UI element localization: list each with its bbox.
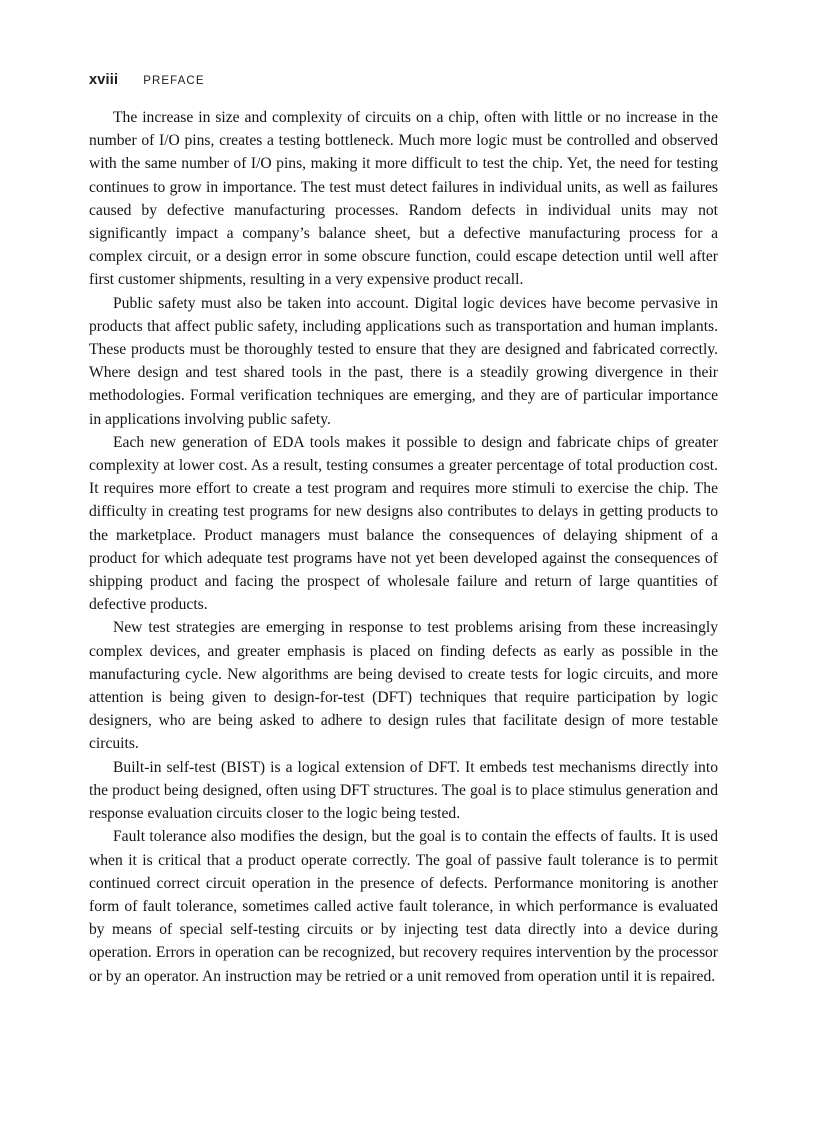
page-body-text <box>89 106 718 988</box>
body-paragraph: The increase in size and complexity of circuits on a chip, often with little or no increase in the number of I/O pins, creates a testing bottleneck. Much more logic must be controlled and observed with the same number of I/O pins, making it more difficult to test the chip. Yet, the need for testing continues to grow in importance. The test must detect failures in individual units, as well as failures caused by defective manufacturing processes. Random defects in individual units may not significantly impact a company’s balance sheet, but a defective manufacturing process for a complex circuit, or a design error in some obscure function, could escape detection until well after first customer shipments, resulting in a very expensive product recall. <box>89 109 718 289</box>
page-folio-number: xviii <box>89 72 119 88</box>
body-paragraph: Built-in self-test (BIST) is a logical extension of DFT. It embeds test mechanisms directly into the product being designed, often using DFT structures. The goal is to place stimulus generation and response evaluation circuits closer to the logic being tested. <box>89 758 718 823</box>
body-paragraph: Public safety must also be taken into account. Digital logic devices have become pervasive in products that affect public safety, including applications such as transportation and human implants. These products must be thoroughly tested to ensure that they are designed and fabricated correctly. Where design and test shared tools in the past, there is a steadily growing divergence in their methodologies. Formal verification techniques are emerging, and they are of particular importance in applications involving public safety. <box>89 294 718 428</box>
body-paragraph: Fault tolerance also modifies the design, but the goal is to contain the effects of faults. It is used when it is critical that a product operate correctly. The goal of passive fault tolerance is to permit continued correct circuit operation in the presence of defects. Performance monitoring is another form of fault tolerance, sometimes called active fault tolerance, in which performance is evaluated by means of special self-testing circuits or by injecting test data directly into a device during operation. Errors in operation can be recognized, but recovery requires intervention by the processor or by an operator. An instruction may be retried or a unit removed from operation until it is repaired. <box>89 828 718 985</box>
running-header-title: PREFACE <box>143 75 205 87</box>
body-paragraph: New test strategies are emerging in response to test problems arising from these increasingly complex devices, and greater emphasis is placed on finding defects as early as possible in the manufacturing cycle. New algorithms are being devised to create tests for logic circuits, and more attention is being given to design-for-test (DFT) techniques that require participation by logic designers, who are being asked to adhere to design rules that facilitate design of more testable circuits. <box>89 619 718 753</box>
running-header <box>89 72 205 88</box>
body-paragraph: Each new generation of EDA tools makes it possible to design and fabricate chips of greater complexity at lower cost. As a result, testing consumes a greater percentage of total production cost. It requires more effort to create a test program and requires more stimuli to exercise the chip. The difficulty in creating test programs for new designs also contributes to delays in getting products to the marketplace. Product managers must balance the consequences of delaying shipment of a product for which adequate test programs have not yet been developed against the consequences of shipping product and facing the prospect of wholesale failure and return of large quantities of defective products. <box>89 433 718 614</box>
